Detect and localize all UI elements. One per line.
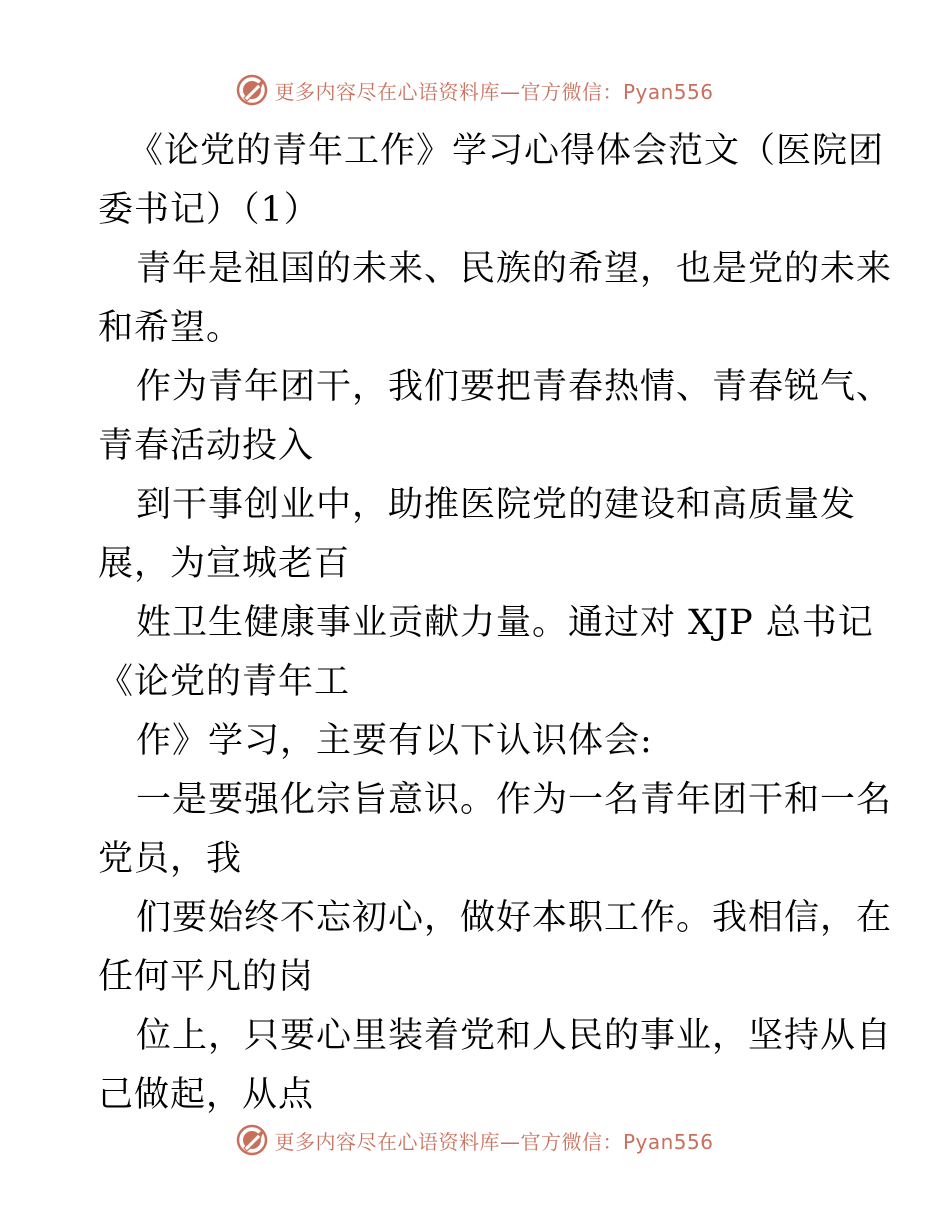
- paragraph-line: 党员，我: [98, 839, 243, 879]
- paragraph-line: 一是要强化宗旨意识。作为一名青年团干和一名: [136, 780, 893, 820]
- paragraph-line: 和希望。: [98, 308, 243, 348]
- header-watermark: [0, 70, 950, 110]
- title-line-2: 委书记）（1）: [98, 190, 320, 230]
- paragraph-line: 作为青年团干，我们要把青春热情、青春锐气、: [136, 367, 893, 407]
- paragraph-line: 己做起，从点: [98, 1075, 315, 1115]
- pen-logo-icon: [236, 74, 268, 106]
- document-body: [98, 122, 893, 1125]
- title-line-1: 《论党的青年工作》学习心得体会范文（医院团: [128, 131, 885, 171]
- paragraph-line: 展，为宣城老百: [98, 544, 351, 584]
- paragraph-line: 任何平凡的岗: [98, 957, 315, 997]
- paragraph-line: 《论党的青年工: [98, 662, 351, 702]
- paragraph-line: 青春活动投入: [98, 426, 315, 466]
- paragraph-line: 姓卫生健康事业贡献力量。通过对 XJP 总书记: [136, 603, 874, 643]
- watermark-text: 更多内容尽在心语资料库—官方微信：Pyan556: [274, 79, 714, 104]
- footer-watermark: [0, 1120, 950, 1160]
- paragraph-line: 到干事创业中，助推医院党的建设和高质量发: [136, 485, 857, 525]
- paragraph-line: 青年是祖国的未来、民族的希望，也是党的未来: [136, 249, 893, 289]
- paragraph-line: 们要始终不忘初心，做好本职工作。我相信，在: [136, 898, 893, 938]
- pen-logo-icon: [236, 1124, 268, 1156]
- paragraph-line: 位上，只要心里装着党和人民的事业，坚持从自: [136, 1016, 893, 1056]
- watermark-text: 更多内容尽在心语资料库—官方微信：Pyan556: [274, 1129, 714, 1154]
- paragraph-line: 作》学习，主要有以下认识体会:: [136, 721, 653, 761]
